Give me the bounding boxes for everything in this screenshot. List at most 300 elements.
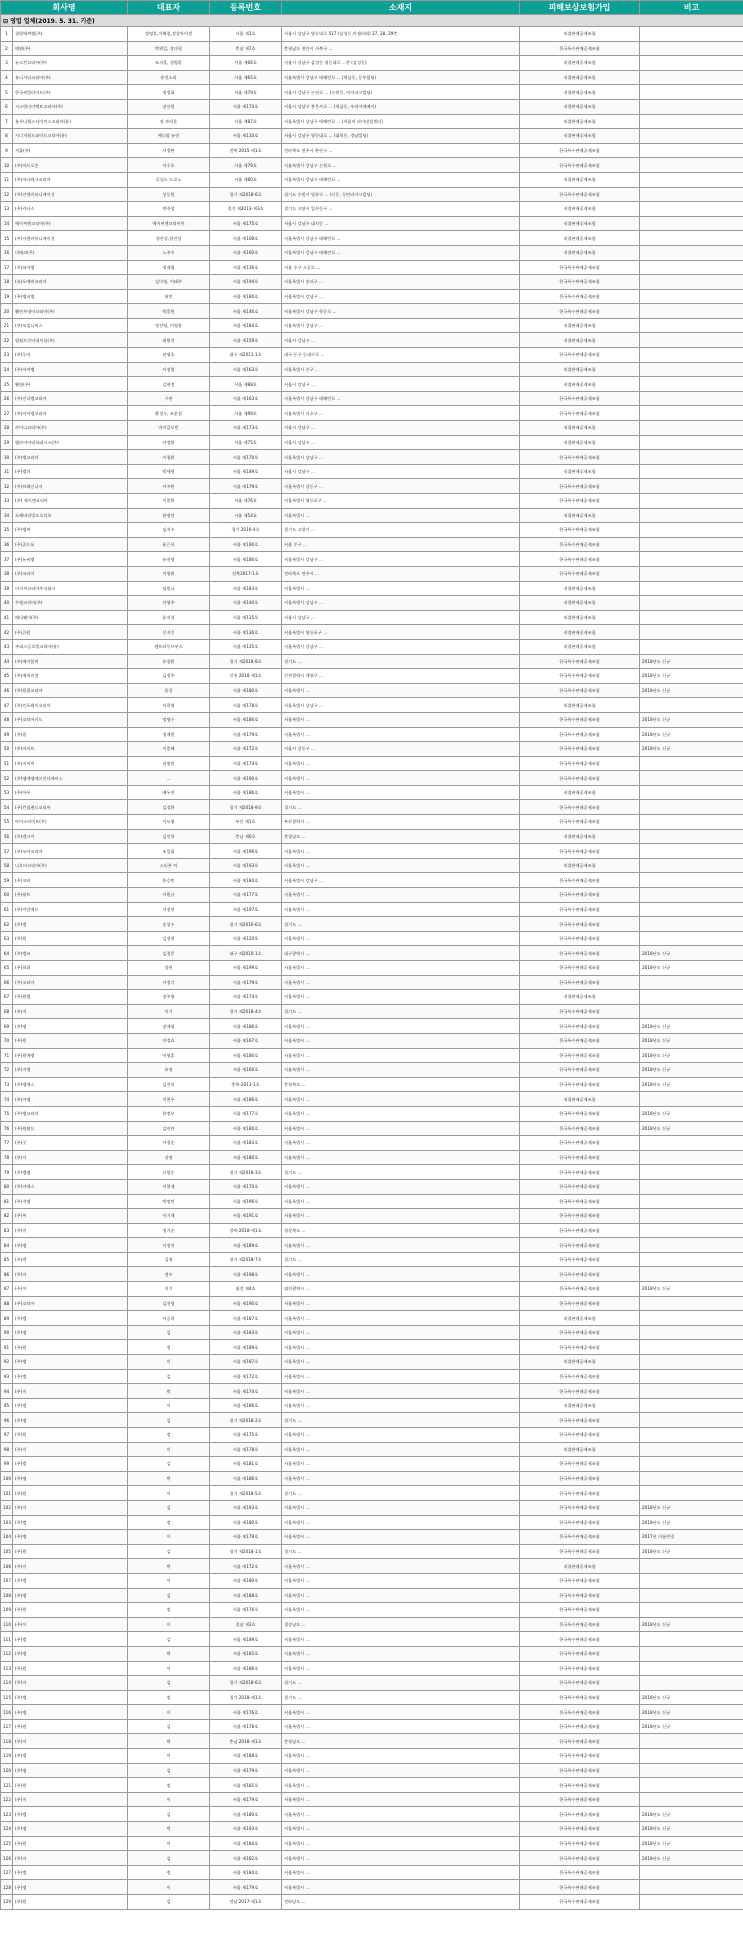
table-row[interactable] bbox=[1, 245, 743, 260]
table-row[interactable] bbox=[1, 1646, 743, 1661]
table-row[interactable] bbox=[1, 1617, 743, 1632]
table-row[interactable] bbox=[1, 1209, 743, 1224]
cell-registration-number: 서울 제196호 bbox=[210, 1194, 282, 1209]
cell-insurance: 한국특수판매공제조합 bbox=[520, 1296, 640, 1311]
cell-row-number: 44 bbox=[1, 654, 13, 669]
cell-row-number: 65 bbox=[1, 961, 13, 976]
table-row[interactable] bbox=[1, 873, 743, 888]
cell-company-name: 미래코(주) bbox=[13, 245, 128, 260]
table-row[interactable] bbox=[1, 1632, 743, 1647]
cell-address: 서울특별시 ... bbox=[282, 1807, 520, 1822]
cell-row-number: 89 bbox=[1, 1311, 13, 1326]
cell-row-number: 76 bbox=[1, 1121, 13, 1136]
cell-registration-number: 서울 제176호 bbox=[210, 1705, 282, 1720]
cell-company-name: 유사나헬스사이언스코리아(유) bbox=[13, 114, 128, 129]
cell-address: 서울특별시 ... bbox=[282, 1048, 520, 1063]
table-row[interactable] bbox=[1, 844, 743, 859]
cell-insurance: 직접판매공제조합 bbox=[520, 625, 640, 640]
table-row[interactable] bbox=[1, 260, 743, 275]
cell-representative: 김현정 bbox=[128, 377, 210, 392]
cell-row-number: 94 bbox=[1, 1384, 13, 1399]
cell-registration-number: 서울 제186호 bbox=[210, 1019, 282, 1034]
cell-representative: 황경수, 조운섭 bbox=[128, 406, 210, 421]
table-row[interactable] bbox=[1, 202, 743, 217]
table-row[interactable] bbox=[1, 712, 743, 727]
cell-representative: 에너렇 뉴먼 bbox=[128, 129, 210, 144]
cell-note bbox=[640, 1603, 743, 1618]
cell-registration-number: 서울 제183호 bbox=[210, 581, 282, 596]
cell-company-name: (주)코비 bbox=[13, 873, 128, 888]
table-row[interactable] bbox=[1, 727, 743, 742]
table-row[interactable] bbox=[1, 1661, 743, 1676]
table-row[interactable] bbox=[1, 1063, 743, 1078]
table-row[interactable] bbox=[1, 990, 743, 1005]
table-row[interactable] bbox=[1, 815, 743, 830]
cell-note: 2018년도 신규 bbox=[640, 1851, 743, 1866]
table-row[interactable] bbox=[1, 318, 743, 333]
cell-note bbox=[640, 566, 743, 581]
table-row[interactable] bbox=[1, 683, 743, 698]
cell-registration-number: 경남 제3호 bbox=[210, 1617, 282, 1632]
cell-address: 서울특별시 ... bbox=[282, 888, 520, 903]
table-row[interactable] bbox=[1, 581, 743, 596]
cell-company-name: 투엠코리아(주) bbox=[13, 596, 128, 611]
table-row[interactable] bbox=[1, 1077, 743, 1092]
table-row[interactable] bbox=[1, 1238, 743, 1253]
cell-company-name: (주)이 bbox=[13, 1282, 128, 1297]
cell-registration-number: 서울 제186호 bbox=[210, 785, 282, 800]
table-row[interactable] bbox=[1, 85, 743, 100]
cell-address: 서울특별시 영등포구 ... bbox=[282, 625, 520, 640]
table-row[interactable] bbox=[1, 464, 743, 479]
table-row[interactable] bbox=[1, 304, 743, 319]
cell-note: 2018년도 신규 bbox=[640, 1063, 743, 1078]
table-row[interactable] bbox=[1, 114, 743, 129]
cell-insurance: 한국특수판매공제조합 bbox=[520, 260, 640, 275]
table-row[interactable] bbox=[1, 800, 743, 815]
cell-company-name: (주)원 bbox=[13, 1340, 128, 1355]
table-row[interactable] bbox=[1, 1573, 743, 1588]
cell-company-name: 니오비코리아(주) bbox=[13, 858, 128, 873]
cell-note: 2018년도 신규 bbox=[640, 946, 743, 961]
table-row[interactable] bbox=[1, 1267, 743, 1282]
cell-row-number: 5 bbox=[1, 85, 13, 100]
col-header-insurance[interactable]: 피해보상보험가입 bbox=[520, 1, 640, 15]
table-row[interactable] bbox=[1, 1457, 743, 1472]
cell-address: 서울특별시 ... bbox=[282, 1719, 520, 1734]
cell-company-name: (주)엠 bbox=[13, 1019, 128, 1034]
cell-address: 서울특별시 ... bbox=[282, 1325, 520, 1340]
cell-row-number: 115 bbox=[1, 1690, 13, 1705]
cell-registration-number: 서울 제187호 bbox=[210, 1311, 282, 1326]
cell-representative: 김 bbox=[128, 1457, 210, 1472]
table-row[interactable] bbox=[1, 231, 743, 246]
table-row[interactable] bbox=[1, 27, 743, 42]
table-row[interactable] bbox=[1, 1355, 743, 1370]
cell-representative: 이 bbox=[128, 1617, 210, 1632]
cell-representative: 장 브라운 bbox=[128, 114, 210, 129]
table-row[interactable] bbox=[1, 1895, 743, 1910]
table-row[interactable] bbox=[1, 1544, 743, 1559]
cell-company-name: (주)엘 bbox=[13, 1632, 128, 1647]
table-row[interactable] bbox=[1, 1588, 743, 1603]
cell-insurance: 한국특수판매공제조합 bbox=[520, 1238, 640, 1253]
table-row[interactable] bbox=[1, 1150, 743, 1165]
col-header-reg[interactable]: 등록번호 bbox=[210, 1, 282, 15]
table-row[interactable] bbox=[1, 1252, 743, 1267]
cell-company-name: (주)아이엠코리아 bbox=[13, 406, 128, 421]
cell-note bbox=[640, 829, 743, 844]
cell-company-name: (주)엘쓰 bbox=[13, 946, 128, 961]
cell-representative: 이정운 bbox=[128, 1136, 210, 1151]
cell-address: 서울특별시 서초구 ... bbox=[282, 406, 520, 421]
cell-address: 대구광역시 ... bbox=[282, 946, 520, 961]
cell-row-number: 30 bbox=[1, 450, 13, 465]
cell-note bbox=[640, 56, 743, 71]
table-row[interactable] bbox=[1, 1515, 743, 1530]
cell-note bbox=[640, 1252, 743, 1267]
cell-note bbox=[640, 421, 743, 436]
cell-address: 서울특별시 ... bbox=[282, 508, 520, 523]
col-header-note[interactable]: 비고 bbox=[640, 1, 743, 15]
cell-company-name: (주)원 bbox=[13, 1428, 128, 1443]
cell-address: 서울특별시 ... bbox=[282, 1355, 520, 1370]
cell-row-number: 127 bbox=[1, 1865, 13, 1880]
table-row[interactable] bbox=[1, 1092, 743, 1107]
cell-address: 서울특별시 ... bbox=[282, 1296, 520, 1311]
cell-representative: 임원나 bbox=[128, 581, 210, 596]
cell-row-number: 83 bbox=[1, 1223, 13, 1238]
table-row[interactable] bbox=[1, 421, 743, 436]
table-row[interactable] bbox=[1, 216, 743, 231]
cell-insurance: 한국특수판매공제조합 bbox=[520, 654, 640, 669]
cell-insurance: 한국특수판매공제조합 bbox=[520, 815, 640, 830]
table-row[interactable] bbox=[1, 348, 743, 363]
cell-representative: 권명민 bbox=[128, 756, 210, 771]
cell-company-name: 원월드인터내셔널(주) bbox=[13, 333, 128, 348]
table-row[interactable] bbox=[1, 1121, 743, 1136]
cell-registration-number: 경기 제2018-4호 bbox=[210, 1004, 282, 1019]
cell-registration-number: 서울 제76호 bbox=[210, 494, 282, 509]
cell-representative: 서정현 bbox=[128, 902, 210, 917]
table-row[interactable] bbox=[1, 931, 743, 946]
cell-insurance: 한국특수판매공제조합 bbox=[520, 1603, 640, 1618]
cell-registration-number: 서울 제180호 bbox=[210, 1150, 282, 1165]
table-row[interactable] bbox=[1, 1559, 743, 1574]
cell-note bbox=[640, 1194, 743, 1209]
table-row[interactable] bbox=[1, 961, 743, 976]
table-row[interactable] bbox=[1, 946, 743, 961]
cell-registration-number: 서울 제180호 bbox=[210, 552, 282, 567]
cell-address: 서울특별시 ... bbox=[282, 1661, 520, 1676]
col-header-company[interactable]: 회사명 bbox=[1, 1, 128, 15]
table-row[interactable] bbox=[1, 275, 743, 290]
cell-registration-number: 서울 제88호 bbox=[210, 377, 282, 392]
table-row[interactable] bbox=[1, 1471, 743, 1486]
table-row[interactable] bbox=[1, 785, 743, 800]
cell-address: 서울특별시 ... bbox=[282, 990, 520, 1005]
cell-company-name: (주)엠 bbox=[13, 1763, 128, 1778]
cell-row-number: 101 bbox=[1, 1486, 13, 1501]
cell-representative: 이 bbox=[128, 1661, 210, 1676]
cell-registration-number: 서울 제197호 bbox=[210, 902, 282, 917]
table-row[interactable] bbox=[1, 1194, 743, 1209]
cell-row-number: 42 bbox=[1, 625, 13, 640]
cell-insurance: 한국특수판매공제조합 bbox=[520, 917, 640, 932]
table-row[interactable] bbox=[1, 99, 743, 114]
cell-company-name: (주)엘 bbox=[13, 1369, 128, 1384]
cell-note bbox=[640, 1428, 743, 1443]
cell-note bbox=[640, 1238, 743, 1253]
table-row[interactable] bbox=[1, 391, 743, 406]
cell-registration-number: 서울 제184호 bbox=[210, 873, 282, 888]
table-row[interactable] bbox=[1, 56, 743, 71]
table-row[interactable] bbox=[1, 289, 743, 304]
cell-insurance: 직접판매공제조합 bbox=[520, 639, 640, 654]
cell-note: 2018년도 신규 bbox=[640, 683, 743, 698]
cell-registration-number: 서울 제180호 bbox=[210, 1807, 282, 1822]
cell-address: 경상북도 ... bbox=[282, 1223, 520, 1238]
cell-note bbox=[640, 1179, 743, 1194]
table-row[interactable] bbox=[1, 1763, 743, 1778]
table-row[interactable] bbox=[1, 888, 743, 903]
cell-registration-number: 서울 제174호 bbox=[210, 756, 282, 771]
cell-address: 서울특별시 ... bbox=[282, 844, 520, 859]
cell-company-name: 메디웨이(주) bbox=[13, 610, 128, 625]
cell-note: 2018년도 신규 bbox=[640, 1048, 743, 1063]
table-row[interactable] bbox=[1, 1719, 743, 1734]
table-row[interactable] bbox=[1, 669, 743, 684]
cell-company-name: (주)이 bbox=[13, 1442, 128, 1457]
cell-insurance: 직접판매공제조합 bbox=[520, 172, 640, 187]
table-row[interactable] bbox=[1, 1004, 743, 1019]
table-row[interactable] bbox=[1, 158, 743, 173]
table-row[interactable] bbox=[1, 70, 743, 85]
cell-row-number: 125 bbox=[1, 1836, 13, 1851]
table-row[interactable] bbox=[1, 771, 743, 786]
cell-representative: 이희영 bbox=[128, 698, 210, 713]
cell-registration-number: 서울 제79호 bbox=[210, 158, 282, 173]
cell-insurance: 한국특수판매공제조합 bbox=[520, 742, 640, 757]
table-row[interactable] bbox=[1, 742, 743, 757]
table-row[interactable] bbox=[1, 858, 743, 873]
cell-registration-number: 서울 제178호 bbox=[210, 1442, 282, 1457]
table-row[interactable] bbox=[1, 41, 743, 56]
cell-row-number: 75 bbox=[1, 1106, 13, 1121]
table-row[interactable] bbox=[1, 172, 743, 187]
cell-company-name: (주)이엠 bbox=[13, 1092, 128, 1107]
cell-insurance: 직접판매공제조합 bbox=[520, 421, 640, 436]
table-row[interactable] bbox=[1, 756, 743, 771]
table-row[interactable] bbox=[1, 1179, 743, 1194]
table-row[interactable] bbox=[1, 1792, 743, 1807]
table-row[interactable] bbox=[1, 1851, 743, 1866]
table-row[interactable] bbox=[1, 1165, 743, 1180]
cell-registration-number: 충남 제6호 bbox=[210, 829, 282, 844]
table-row[interactable] bbox=[1, 1398, 743, 1413]
cell-insurance: 한국특수판매공제조합 bbox=[520, 1734, 640, 1749]
cell-address: 경기도 ... bbox=[282, 1252, 520, 1267]
table-row[interactable] bbox=[1, 479, 743, 494]
cell-representative: 윤지성 bbox=[128, 610, 210, 625]
cell-representative: 구현 bbox=[128, 391, 210, 406]
table-row[interactable] bbox=[1, 1136, 743, 1151]
cell-row-number: 14 bbox=[1, 216, 13, 231]
cell-insurance: 직접판매공제조합 bbox=[520, 70, 640, 85]
table-row[interactable] bbox=[1, 1325, 743, 1340]
cell-company-name: (주)엘 bbox=[13, 1865, 128, 1880]
section-row[interactable] bbox=[1, 15, 743, 27]
table-row[interactable] bbox=[1, 1019, 743, 1034]
table-row[interactable] bbox=[1, 1428, 743, 1443]
table-row[interactable] bbox=[1, 1778, 743, 1793]
table-row[interactable] bbox=[1, 654, 743, 669]
table-row[interactable] bbox=[1, 829, 743, 844]
table-row[interactable] bbox=[1, 537, 743, 552]
table-row[interactable] bbox=[1, 639, 743, 654]
cell-representative: 이영환 bbox=[128, 566, 210, 581]
table-row[interactable] bbox=[1, 1048, 743, 1063]
table-row[interactable] bbox=[1, 333, 743, 348]
cell-row-number: 40 bbox=[1, 596, 13, 611]
table-row[interactable] bbox=[1, 1705, 743, 1720]
cell-company-name: (주)엠에엠에프인터페이스 bbox=[13, 771, 128, 786]
cell-address: 경기도 ... bbox=[282, 800, 520, 815]
table-row[interactable] bbox=[1, 1880, 743, 1895]
table-row[interactable] bbox=[1, 435, 743, 450]
cell-registration-number: 서울 제184호 bbox=[210, 1836, 282, 1851]
cell-representative: 이도영 bbox=[128, 815, 210, 830]
cell-address: 서울시 강남구 ... bbox=[282, 333, 520, 348]
table-row[interactable] bbox=[1, 1734, 743, 1749]
cell-row-number: 1 bbox=[1, 27, 13, 42]
table-row[interactable] bbox=[1, 902, 743, 917]
cell-note bbox=[640, 931, 743, 946]
cell-note: 2018년도 신규 bbox=[640, 1705, 743, 1720]
table-row[interactable] bbox=[1, 1500, 743, 1515]
cell-registration-number: 인천 2018 제1호 bbox=[210, 669, 282, 684]
table-row[interactable] bbox=[1, 1311, 743, 1326]
table-row[interactable] bbox=[1, 1384, 743, 1399]
cell-note bbox=[640, 1413, 743, 1428]
col-header-address[interactable]: 소재지 bbox=[282, 1, 520, 15]
table-row[interactable] bbox=[1, 1603, 743, 1618]
table-row[interactable] bbox=[1, 1033, 743, 1048]
table-row[interactable] bbox=[1, 523, 743, 538]
table-row[interactable] bbox=[1, 1749, 743, 1764]
cell-registration-number: 경기 제2013-제3호 bbox=[210, 202, 282, 217]
table-row[interactable] bbox=[1, 129, 743, 144]
cell-insurance: 한국특수판매공제조합 bbox=[520, 888, 640, 903]
table-row[interactable] bbox=[1, 1442, 743, 1457]
cell-address: 경기도 고양시 일산동구 ... bbox=[282, 202, 520, 217]
cell-address: 경기도 수원시 영통구 ... (신동, 동탄라이크빌딩) bbox=[282, 187, 520, 202]
cell-registration-number: 서울 제189호 bbox=[210, 1340, 282, 1355]
table-row[interactable] bbox=[1, 917, 743, 932]
table-row[interactable] bbox=[1, 406, 743, 421]
cell-row-number: 88 bbox=[1, 1296, 13, 1311]
cell-company-name: (주)지엠 bbox=[13, 1194, 128, 1209]
table-row[interactable] bbox=[1, 610, 743, 625]
table-row[interactable] bbox=[1, 1486, 743, 1501]
cell-row-number: 86 bbox=[1, 1267, 13, 1282]
table-row[interactable] bbox=[1, 362, 743, 377]
cell-representative: 정 bbox=[128, 1690, 210, 1705]
table-row[interactable] bbox=[1, 1296, 743, 1311]
cell-representative: 김 bbox=[128, 1325, 210, 1340]
cell-representative: 김인학 bbox=[128, 829, 210, 844]
table-row[interactable] bbox=[1, 1690, 743, 1705]
table-row[interactable] bbox=[1, 143, 743, 158]
cell-address: 서울특별시 ... bbox=[282, 1457, 520, 1472]
table-row[interactable] bbox=[1, 1282, 743, 1297]
table-row[interactable] bbox=[1, 975, 743, 990]
table-row[interactable] bbox=[1, 698, 743, 713]
cell-row-number: 10 bbox=[1, 158, 13, 173]
cell-address: 서울특별시 ... bbox=[282, 1267, 520, 1282]
cell-row-number: 28 bbox=[1, 421, 13, 436]
table-row[interactable] bbox=[1, 1340, 743, 1355]
cell-insurance: 한국특수판매공제조합 bbox=[520, 1646, 640, 1661]
cell-insurance: 직접판매공제조합 bbox=[520, 464, 640, 479]
cell-company-name: (주)하위 bbox=[13, 961, 128, 976]
table-row[interactable] bbox=[1, 1676, 743, 1691]
cell-insurance: 직접판매공제조합 bbox=[520, 56, 640, 71]
table-row[interactable] bbox=[1, 508, 743, 523]
table-row[interactable] bbox=[1, 377, 743, 392]
cell-note bbox=[640, 771, 743, 786]
cell-registration-number: 서울 제172호 bbox=[210, 1559, 282, 1574]
cell-row-number: 32 bbox=[1, 479, 13, 494]
cell-representative: 박종원 bbox=[128, 304, 210, 319]
table-row[interactable] bbox=[1, 1807, 743, 1822]
cell-registration-number: 서울 제146호 bbox=[210, 304, 282, 319]
table-row[interactable] bbox=[1, 450, 743, 465]
cell-row-number: 111 bbox=[1, 1632, 13, 1647]
collapse-toggle-icon[interactable]: ⊟ bbox=[3, 18, 11, 25]
table-row[interactable] bbox=[1, 625, 743, 640]
table-row[interactable] bbox=[1, 1413, 743, 1428]
col-header-rep[interactable]: 대표자 bbox=[128, 1, 210, 15]
cell-company-name: (주)엠 bbox=[13, 1588, 128, 1603]
table-row[interactable] bbox=[1, 552, 743, 567]
table-row[interactable] bbox=[1, 1822, 743, 1837]
cell-insurance: 한국특수판매공제조합 bbox=[520, 1486, 640, 1501]
table-row[interactable] bbox=[1, 566, 743, 581]
cell-representative: 정 bbox=[128, 1603, 210, 1618]
cell-company-name: (주)엔 bbox=[13, 1252, 128, 1267]
cell-note bbox=[640, 1471, 743, 1486]
cell-registration-number: 서울 제172호 bbox=[210, 1369, 282, 1384]
table-row[interactable] bbox=[1, 1223, 743, 1238]
cell-representative: 성동원 bbox=[128, 187, 210, 202]
table-row[interactable] bbox=[1, 1530, 743, 1545]
table-row[interactable] bbox=[1, 1369, 743, 1384]
cell-representative: 이주환 bbox=[128, 479, 210, 494]
table-row[interactable] bbox=[1, 1836, 743, 1851]
cell-registration-number: 서울 제178호 bbox=[210, 698, 282, 713]
cell-note bbox=[640, 172, 743, 187]
table-row[interactable] bbox=[1, 1865, 743, 1880]
cell-row-number: 82 bbox=[1, 1209, 13, 1224]
cell-note bbox=[640, 245, 743, 260]
table-row[interactable] bbox=[1, 596, 743, 611]
table-row[interactable] bbox=[1, 1106, 743, 1121]
table-row[interactable] bbox=[1, 187, 743, 202]
table-row[interactable] bbox=[1, 494, 743, 509]
cell-representative: 김 bbox=[128, 1763, 210, 1778]
cell-row-number: 60 bbox=[1, 888, 13, 903]
